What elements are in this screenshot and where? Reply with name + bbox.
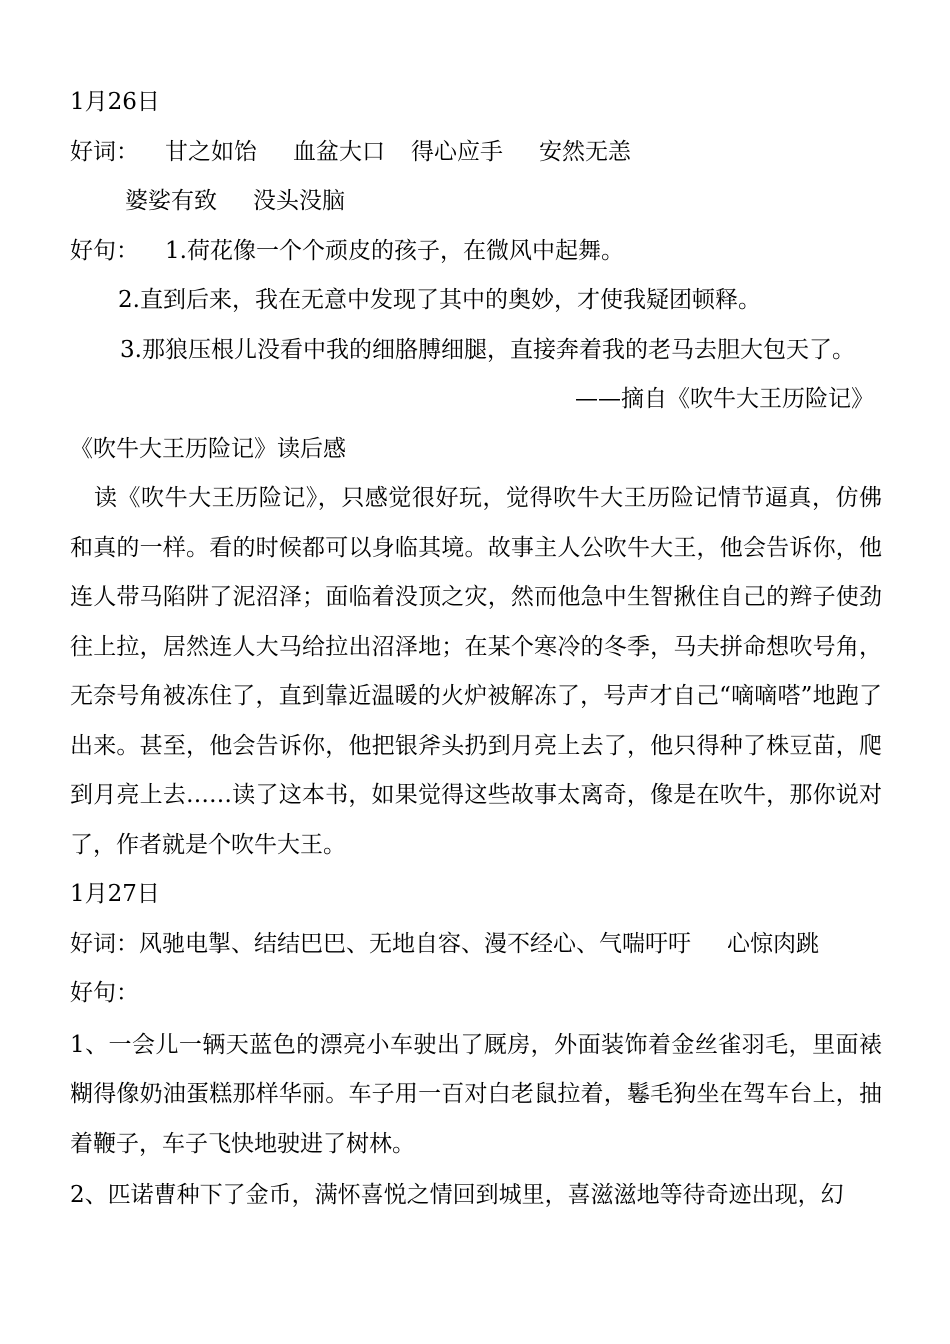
good-sentence: 1、一会儿一辆天蓝色的漂亮小车驶出了厩房，外面装饰着金丝雀羽毛，里面裱糊得像奶油蛋糕那样华丽。车子用一百对白老鼠拉着，鬈毛狗坐在驾车台上，抽着鞭子，车子飞快地驶进了树林。 [70, 1031, 882, 1157]
essay-body: 读《吹牛大王历险记》，只感觉很好玩，觉得吹牛大王历险记情节逼真，仿佛和真的一样。看的时候都可以身临其境。故事主人公吹牛大王，他会告诉你，他连人带马陷阱了泥沼泽；面临着没顶之灾，然而他急中生智揪住自己的辫子使劲往上拉，居然连人大马给拉出沼泽地；在某个寒冷的冬季，马夫拼命想吹号角，无奈号角被冻住了，直到靠近温暖的火炉被解冻了，号声才自己“嘀嘀嗒”地跑了出来。甚至，他会告诉你，他把银斧头扔到月亮上去了，他只得种了株豆苗，爬到月亮上去……读了这本书，如果觉得这些故事太离奇，像是在吹牛，那你说对了，作者就是个吹牛大王。 [70, 485, 882, 858]
good-sentence-1-line [70, 227, 882, 277]
date-heading-jan27: 1月27日 [70, 881, 160, 907]
good-sentences-label-jan27: 好句： [70, 980, 139, 1006]
date-heading-jan26: 1月26日 [70, 89, 160, 115]
good-words-line-1 [70, 128, 882, 178]
essay-title: 《吹牛大王历险记》读后感 [70, 435, 346, 462]
good-words-label: 好词： [70, 138, 139, 165]
good-sentences-label: 好句： [70, 237, 139, 264]
good-sentence [70, 326, 882, 376]
document-page [70, 78, 882, 1221]
good-word: 甘之如饴 [165, 138, 257, 165]
good-words-line-jan27 [70, 920, 882, 970]
good-word: 没头没脑 [253, 188, 345, 214]
good-sentence: 2.直到后来，我在无意中发现了其中的奥妙，才使我疑团顿释。 [118, 287, 761, 313]
good-word: 血盆大口 [293, 138, 385, 165]
good-sentence: 1.荷花像一个个顽皮的孩子，在微风中起舞。 [165, 237, 624, 264]
good-words-list: 好词：风驰电掣、结结巴巴、无地自容、漫不经心、气喘吁吁 [70, 930, 691, 957]
good-word: 婆娑有致 [125, 188, 217, 214]
source-citation: ——摘自《吹牛大王历险记》 [575, 386, 874, 412]
good-sentence: 2、匹诺曹种下了金币，满怀喜悦之情回到城里，喜滋滋地等待奇迹出现，幻 [70, 1182, 844, 1208]
good-word: 得心应手 [411, 138, 503, 165]
good-word: 安然无恙 [539, 138, 631, 165]
good-words-line-2 [70, 177, 882, 227]
good-sentence-text: 3.那狼压根儿没看中我的细胳膊细腿，直接奔着我的老马去胆大包天了。 [120, 336, 855, 363]
good-word: 心惊肉跳 [727, 930, 819, 957]
